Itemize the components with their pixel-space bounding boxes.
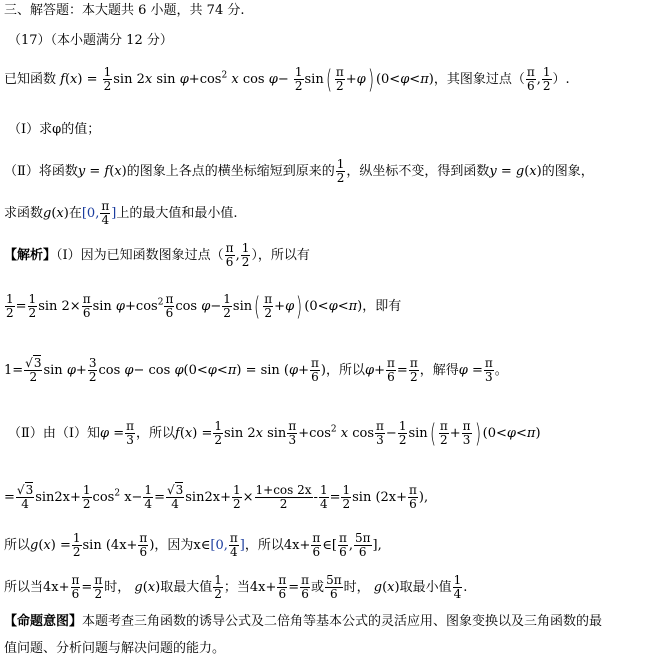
intent-label: 【命题意图】	[4, 614, 83, 629]
solution-label: 【解析】	[4, 248, 57, 263]
solution-part-2-line-4: 所以当4x+ $\frac{\pi}{6}$ = $\frac{\pi}{2}$ 时， g(x)取最大值 $\frac{1}{2}$ ；当4x+ $\frac{\pi}{6}$ = $\frac{\pi}{6}$ 或 $\frac{5\pi}{6}$ 时， g(x)取最小值 $\frac{1}{4}$ .	[4, 573, 468, 601]
solution-part-1-intro: 【解析】（Ⅰ）因为已知函数图象过点（ $\frac{\pi}{6}$ , $\frac{1}{2}$ ），所以有	[4, 241, 310, 269]
solution-part-2-line-2: = $\frac{√3}{4}$ sin2x+ $\frac{1}{2}$ $\cos^2 x-$ $\frac{1}{4}$ = $\frac{√3}{4}$ sin2x+ $\frac{1}{2}$ × $\frac{1+\cos 2x}{2}$ - $\frac{1}{4}$ = $\frac{1}{2}$ sin (2x+ $\frac{\pi}{6}$ ),	[4, 483, 429, 511]
given-function-line: 已知函数 f(x) = $\frac{1}{2}$ sin 2x $\sin \varphi+\cos^2$ x cos φ− $\frac{1}{2}$ sin( $\frac{\pi}{2}$ +φ) (0<φ<π)，其图象过点（ $\frac{\pi}{6}$ , $\frac{1}{2}$ ）.	[4, 64, 570, 95]
part-2-question-line-2: 求函数g(x)在[0, $\frac{\pi}{4}$ ]上的最大值和最小值.	[4, 199, 238, 227]
equation-1: $\frac{1}{2}$ = $\frac{1}{2}$ sin 2× $\frac{\pi}{6}$ $\sin \varphi+\cos^2$ $\frac{\pi}{6}$ cos φ− $\frac{1}{2}$ sin( $\frac{\pi}{2}$ +φ) (0<φ<π)，即有	[6, 291, 402, 322]
solution-part-2-line-3: 所以g(x) = $\frac{1}{2}$ sin (4x+ $\frac{\pi}{6}$ )，因为x∈[0, $\frac{\pi}{4}$ ]，所以4x+ $\frac{\pi}{6}$ ∈[ $\frac{\pi}{6}$ , $\frac{5\pi}{6}$ ],	[4, 531, 382, 559]
part-2-question-line-1: （Ⅱ）将函数y = f(x)的图象上各点的横坐标缩短到原来的 $\frac{1}{2}$ ，纵坐标不变，得到函数y = g(x)的图象，	[4, 157, 594, 185]
part-1-question: （Ⅰ）求φ的值；	[8, 122, 101, 137]
problem-header: （17）（本小题满分 12 分）	[8, 33, 173, 48]
section-title: 三、解答题：本大题共 6 小题，共 74 分.	[4, 3, 245, 18]
intent-line-1: 【命题意图】本题考查三角函数的诱导公式及二倍角等基本公式的灵活应用、图象变换以及三角函数的最	[4, 614, 603, 629]
equation-2: 1= $\frac{√3}{2}$ sin φ+ $\frac{3}{2}$ cos φ− cos φ(0<φ<π) = sin (φ+ $\frac{\pi}{6}$ )，所以φ+ $\frac{\pi}{6}$ = $\frac{\pi}{2}$ ，解得φ = $\frac{\pi}{3}$ 。	[4, 356, 508, 384]
intent-line-2: 值问题、分析问题与解决问题的能力。	[4, 641, 226, 656]
solution-part-2-line-1: （Ⅱ）由（Ⅰ）知φ = $\frac{\pi}{3}$ ，所以f(x) = $\frac{1}{2}$ sin 2x sin $\frac{\pi}{3}$ $+\cos^2$ x cos $\frac{\pi}{3}$ − $\frac{1}{2}$ sin( $\frac{\pi}{2}$ + $\frac{\pi}{3}$ ) (0<φ<π)	[8, 418, 541, 449]
